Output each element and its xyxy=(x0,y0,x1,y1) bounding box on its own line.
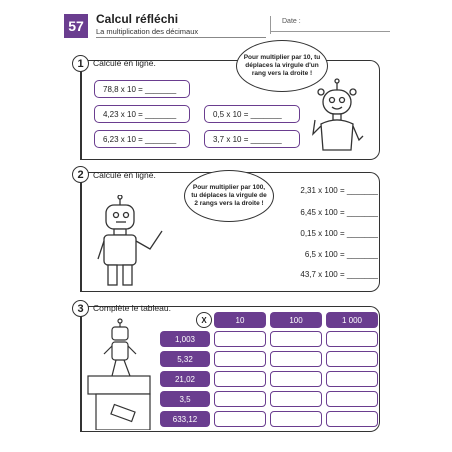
exercise-number: 57 xyxy=(64,14,88,38)
table-row-header: 5,32 xyxy=(160,351,210,367)
table-corner-x: X xyxy=(196,312,212,328)
section-1-number: 1 xyxy=(72,55,89,72)
robot-girl-illustration xyxy=(305,78,375,160)
table-answer-cell[interactable] xyxy=(270,411,322,427)
calc-answer-box[interactable]: 4,23 x 10 = _______ xyxy=(94,105,190,123)
calc-line[interactable]: 2,31 x 100 = _______ xyxy=(300,186,378,195)
table-row-header: 1,003 xyxy=(160,331,210,347)
date-field[interactable] xyxy=(270,18,390,32)
header-divider xyxy=(96,37,266,38)
table-row-header: 21,02 xyxy=(160,371,210,387)
page-title: Calcul réfléchi xyxy=(96,12,179,26)
table-row-header: 3,5 xyxy=(160,391,210,407)
speech-bubble-1: Pour multiplier par 10, tu déplaces la virgule d'un rang vers la droite ! xyxy=(236,40,328,92)
table-answer-cell[interactable] xyxy=(214,331,266,347)
calc-line[interactable]: 6,5 x 100 = _______ xyxy=(304,250,378,259)
speech-bubble-2: Pour multiplier par 100, tu déplaces la virgule de 2 rangs vers la droite ! xyxy=(184,170,274,222)
table-answer-cell[interactable] xyxy=(270,351,322,367)
table-answer-cell[interactable] xyxy=(214,371,266,387)
table-answer-cell[interactable] xyxy=(326,351,378,367)
table-col-header: 1 000 xyxy=(326,312,378,328)
table-answer-cell[interactable] xyxy=(326,371,378,387)
section-1-instruction: Calcule en ligne. xyxy=(93,58,156,68)
calc-answer-box[interactable]: 6,23 x 10 = _______ xyxy=(94,130,190,148)
robot-on-boxes-illustration xyxy=(86,318,160,430)
date-label: Date : xyxy=(282,18,301,25)
table-answer-cell[interactable] xyxy=(270,331,322,347)
table-answer-cell[interactable] xyxy=(214,411,266,427)
table-col-header: 10 xyxy=(214,312,266,328)
table-row-header: 633,12 xyxy=(160,411,210,427)
table-answer-cell[interactable] xyxy=(214,391,266,407)
section-3-instruction: Complète le tableau. xyxy=(93,303,171,313)
calc-line[interactable]: 0,15 x 100 = _______ xyxy=(300,229,378,238)
section-2-number: 2 xyxy=(72,166,89,183)
calc-answer-box[interactable]: 0,5 x 10 = _______ xyxy=(204,105,300,123)
table-answer-cell[interactable] xyxy=(270,391,322,407)
table-answer-cell[interactable] xyxy=(270,371,322,387)
calc-line[interactable]: 43,7 x 100 = _______ xyxy=(300,270,378,279)
calc-answer-box[interactable]: 3,7 x 10 = _______ xyxy=(204,130,300,148)
table-answer-cell[interactable] xyxy=(326,391,378,407)
calc-answer-box[interactable]: 78,8 x 10 = _______ xyxy=(94,80,190,98)
section-3-number: 3 xyxy=(72,300,89,317)
table-col-header: 100 xyxy=(270,312,322,328)
page-subtitle: La multiplication des décimaux xyxy=(96,27,199,36)
robot-boy-illustration xyxy=(92,195,172,290)
table-answer-cell[interactable] xyxy=(214,351,266,367)
calc-line[interactable]: 6,45 x 100 = _______ xyxy=(300,208,378,217)
table-answer-cell[interactable] xyxy=(326,411,378,427)
table-answer-cell[interactable] xyxy=(326,331,378,347)
section-2-instruction: Calcule en ligne. xyxy=(93,170,156,180)
